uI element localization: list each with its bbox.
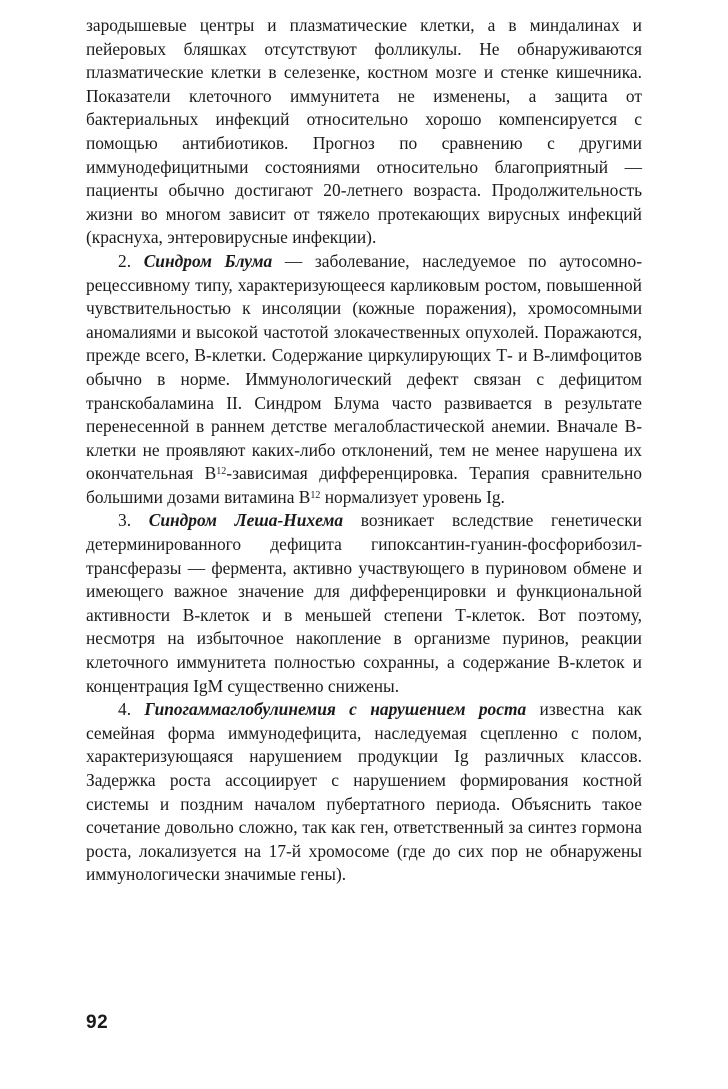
paragraph-hypogammaglobulinemia [86, 698, 642, 887]
superscript: 12 [310, 489, 321, 501]
paragraph-lesch-nyhan-syndrome [86, 509, 642, 698]
paragraph-text: возникает вследствие генетически детерминированного дефицита гипоксантин-гуанин-фосфорибозил-трансферазы — фермента, активно участвующего в пуриновом обмене и имеющего важное значение для дифференцировки и функциональной активности В-клеток и в меньшей степени Т-клеток. Вот поэтому, несмотря на избыточное накопление в организме пуринов, реакции клеточного иммунитета полностью сохранны, а содержание В-клеток и концентрация IgM существенно снижены. [86, 510, 642, 696]
superscript: 12 [216, 466, 227, 478]
term-heading: Гипогаммаглобулинемия с нарушением роста [144, 699, 527, 720]
term-heading: Синдром Леша-Нихема [148, 510, 344, 531]
paragraph-text: -зависимая дифференцировка. Терапия сравнительно большими дозами витамина В [86, 463, 642, 507]
body-text [86, 14, 642, 887]
term-heading: Синдром Блума [143, 250, 273, 271]
paragraph-text: зародышевые центры и плазматические клетки, а в миндалинах и пейеровых бляшках отсутствуют фолликулы. Не обнаруживаются плазматические клетки в селезенке, костном мозге и стенке кишечника. Показатели клеточного иммунитета не изменены, а защита от бактериальных инфекций относительно хорошо компенсируется с помощью антибиотиков. Прогноз по сравнению с другими иммунодефицитными состояниями относительно благоприятный — пациенты обычно достигают 20-летнего возраста. Продолжительность жизни во многом зависит от тяжело протекающих вирусных инфекций (краснуха, энтеровирусные инфекции). [86, 15, 642, 248]
item-number: 4. [118, 699, 145, 720]
page-number: 92 [86, 1012, 109, 1033]
item-number: 3. [118, 510, 149, 531]
paragraph-text: известна как семейная форма иммунодефицита, наследуемая сцепленно с полом, характеризующаяся нарушением продукции Ig различных классов. Задержка роста ассоциирует с нарушением формирования костной системы и поздним началом пубертатного периода. Объяснить такое сочетание довольно сложно, так как ген, ответственный за синтез гормона роста, локализуется на 17-й хромосоме (где до сих пор не обнаружены иммунологически значимые гены). [86, 699, 642, 885]
paragraph-text: нормализует уровень Ig. [320, 486, 505, 507]
paragraph-continued [86, 14, 642, 250]
paragraph-text: — заболевание, наследуемое по аутосомно-рецессивному типу, характеризующееся карликовым ростом, повышенной чувствительностью к инсоляции (кожные поражения), хромосомными аномалиями и высокой частотой злокачественных опухолей. Поражаются, прежде всего, В-клетки. Содержание циркулирующих Т- и В-лимфоцитов обычно в норме. Иммунологический дефект связан с дефицитом транскобаламина II. Синдром Блума часто развивается в результате перенесенной в раннем детстве мегалобластической анемии. Вначале В-клетки не проявляют каких-либо отклонений, тем не менее нарушена их окончательная В [86, 250, 642, 484]
paragraph-bloom-syndrome [86, 250, 642, 510]
item-number: 2. [118, 250, 144, 271]
